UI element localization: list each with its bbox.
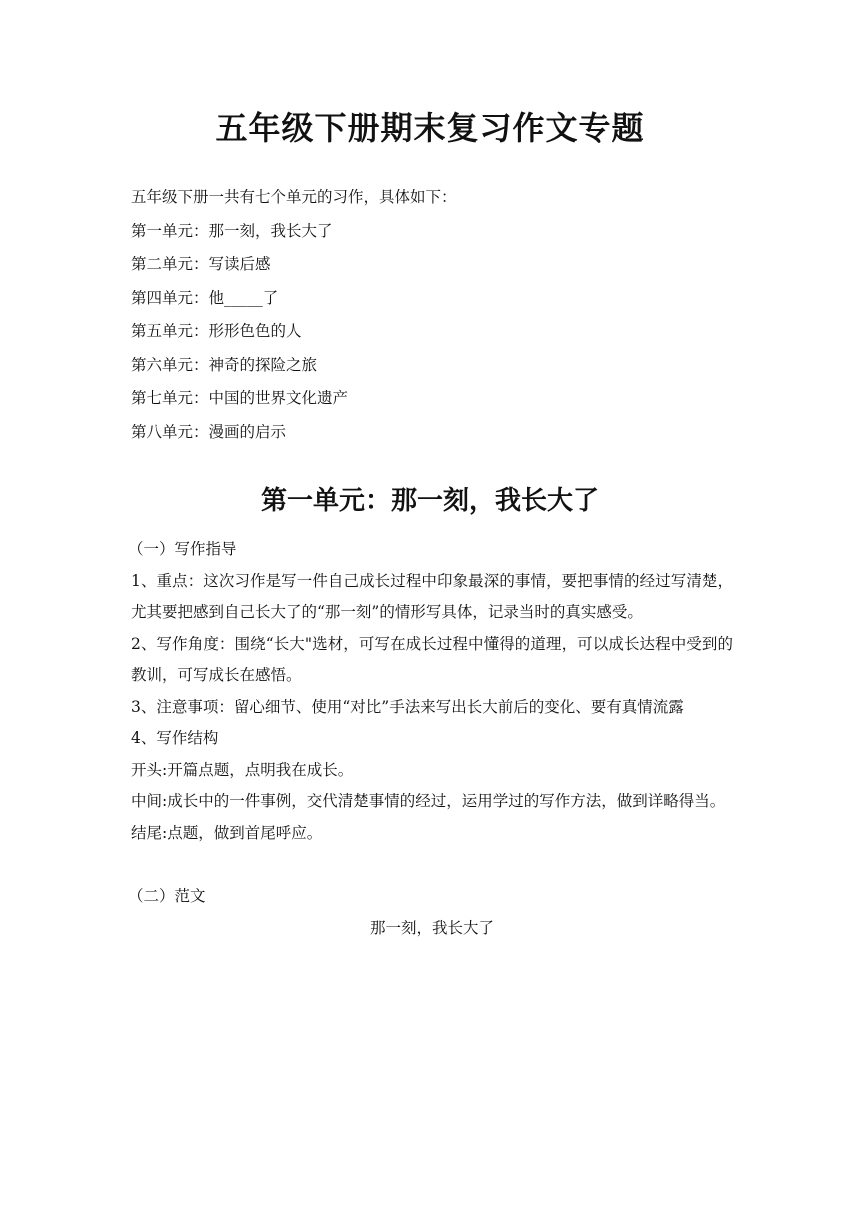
unit-item: 第二单元：写读后感	[131, 255, 271, 273]
unit-item: 第六单元：神奇的探险之旅	[131, 355, 318, 374]
section-title: 第一单元：那一刻，我长大了	[260, 486, 599, 516]
unit-item: 第八单元：漫画的启示	[131, 422, 287, 441]
structure-item: 结尾:点题，做到首尾呼应。	[131, 823, 323, 842]
guide-point: 4、写作结构	[131, 729, 219, 747]
guide-point: 3、注意事项：留心细节、使用“对比”手法来写出长大前后的变化、要有真情流露	[131, 697, 684, 716]
structure-item: 中间:成长中的一件事例，交代清楚事情的经过，运用学过的写作方法，做到详略得当。	[131, 792, 726, 810]
guide-heading: （一）写作指导	[128, 540, 237, 558]
guide-point: 1、重点：这次习作是写一件自己成长过程中印象最深的事情，要把事情的经过写清楚，尤其要把感到自己长大了的“那一刻”的情形写具体，记录当时的真实感受。	[131, 571, 733, 621]
sample-essay-title: 那一刻，我长大了	[369, 918, 494, 937]
spacer	[131, 849, 733, 881]
structure-item: 开头:开篇点题，点明我在成长。	[131, 760, 354, 779]
intro-lead: 五年级下册一共有七个单元的习作，具体如下：	[131, 188, 457, 206]
section-body	[128, 534, 733, 944]
unit-item: 第七单元：中国的世界文化遗产	[131, 389, 349, 407]
guide-point: 2、写作角度：围绕“长大"选材，可写在成长过程中懂得的道理，可以成长达程中受到的教训，可写成长在感悟。	[131, 634, 733, 684]
sample-heading: （二）范文	[128, 887, 206, 905]
unit-item: 第五单元：形形色色的人	[131, 322, 302, 340]
page-title: 五年级下册期末复习作文专题	[215, 109, 645, 147]
intro-block	[131, 181, 731, 449]
unit-item: 第一单元：那一刻，我长大了	[131, 221, 333, 240]
unit-item: 第四单元：他_____了	[131, 288, 279, 307]
